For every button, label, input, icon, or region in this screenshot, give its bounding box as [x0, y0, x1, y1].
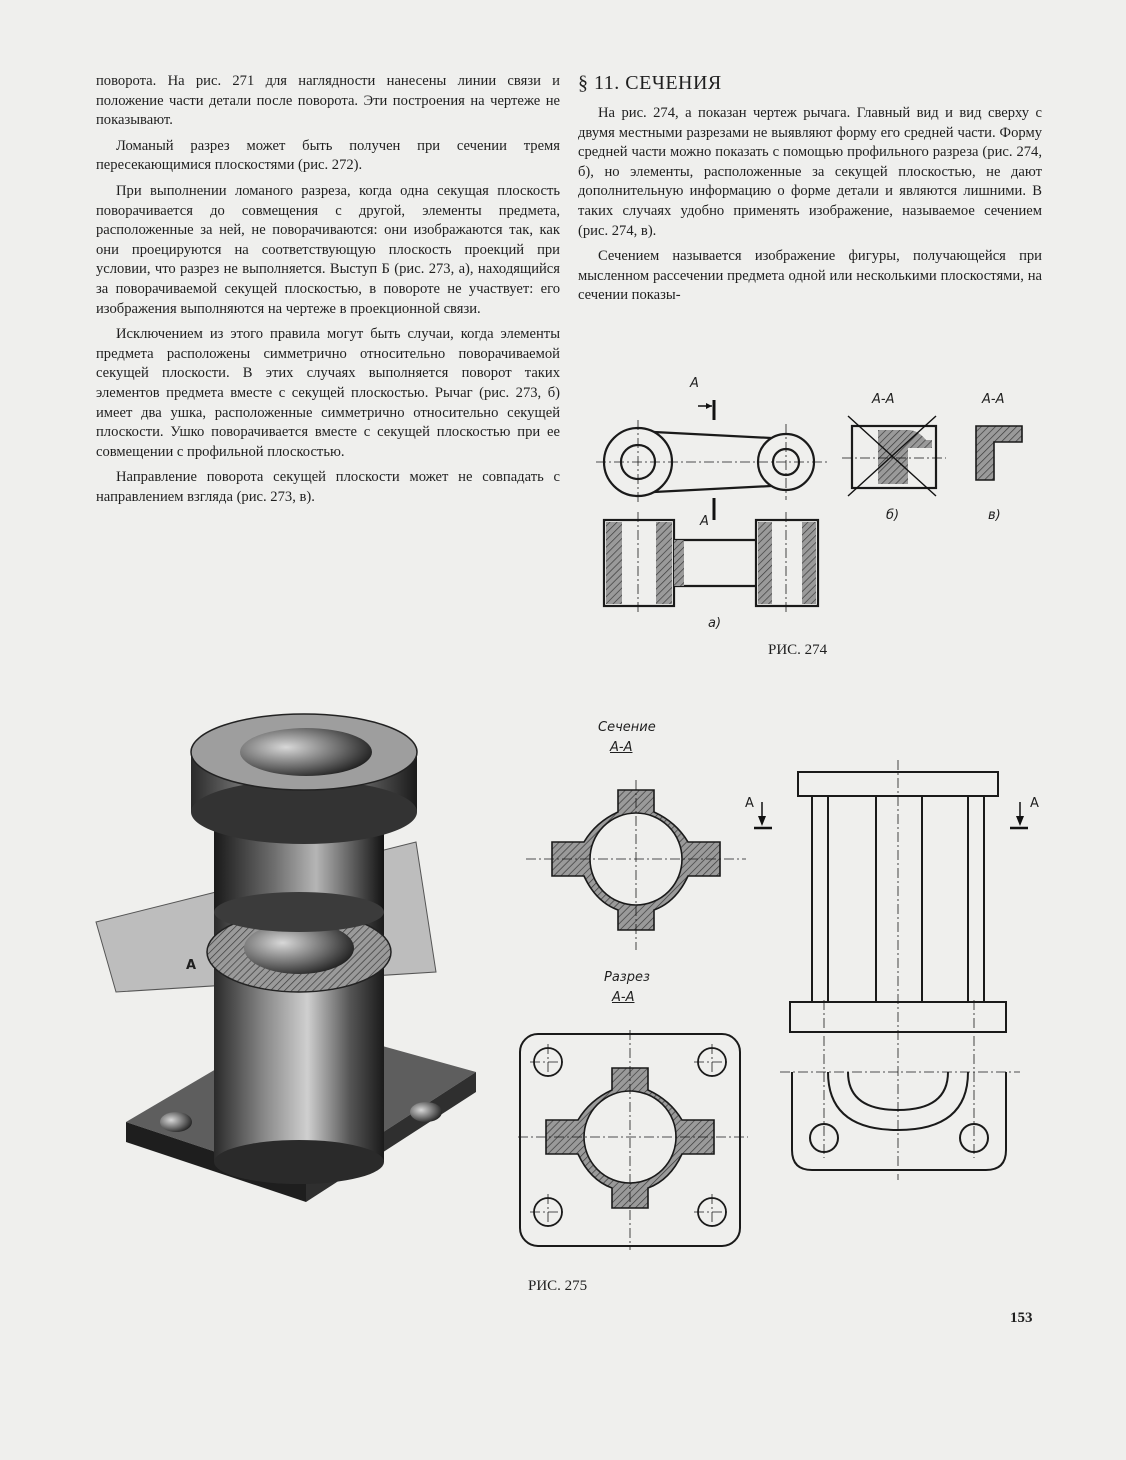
figure-275-cut — [518, 1030, 748, 1250]
paragraph: Сечением называется изображение фигуры, получающейся при мысленном рассечении предмета одной или несколькими плоскостями, на сечении показы- — [578, 248, 1042, 304]
arrow-label: А — [745, 796, 754, 811]
left-text-column — [96, 72, 560, 513]
section-heading: § 11. СЕЧЕНИЯ — [578, 72, 722, 94]
section-label: А-А — [610, 740, 633, 755]
right-text-column — [578, 70, 1042, 312]
section-title: Сечение — [598, 720, 656, 735]
figure-275-section — [526, 780, 746, 980]
paragraph: поворота. На рис. 271 для наглядности нанесены линии связи и положение части детали после поворота. Эти построения на чертеже не показывают. — [96, 73, 560, 129]
figure-274-drawing — [596, 380, 1036, 630]
paragraph: На рис. 274, а показан чертеж рычага. Главный вид и вид сверху с двумя местными разрезами не выявляют форму его средней части. Форму средней части можно показать с помощью профильного разреза (рис. 274, б), но элементы, расположенные за секущей плоскостью, не дают дополнительную информацию о форме детали и являются лишними. В таких случаях удобно применять изображение, называемое сечением (рис. 274, в). — [578, 105, 1042, 239]
paragraph: Исключением из этого правила могут быть случаи, когда элементы предмета расположены симметрично относительно поворачиваемой секущей плоскости. В этих случаях выполняется поворот таких элементов предмета вместе с секущей плоскостью. Рычаг (рис. 273, б) имеет два ушка, расположенные симметрично относительно секущей плоскости. Ушко поворачивается вместе с секущей плоскостью при ее совмещении с профильной плоскостью. — [96, 326, 560, 460]
figure-caption: РИС. 275 — [528, 1278, 588, 1294]
subfigure-label: б) — [886, 508, 900, 523]
paragraph: Ломаный разрез может быть получен при сечении тремя пересекающимися плоскостями (рис. 272). — [96, 137, 560, 174]
subfigure-label: а) — [708, 616, 722, 631]
cut-label: А — [186, 958, 197, 973]
arrow-label: А — [1030, 796, 1039, 811]
figure-275-isometric — [96, 712, 506, 1212]
cut-label: А — [700, 514, 709, 529]
section-label: А-А — [612, 990, 635, 1005]
cut-title: Разрез — [604, 970, 650, 985]
figure-275-orthographic — [740, 760, 1040, 1190]
page-number: 153 — [1010, 1310, 1033, 1326]
paragraph: При выполнении ломаного разреза, когда одна секущая плоскость поворачивается до совмещения с другой, элементы предмета, расположенные за ней, не поворачиваются: они изображаются так, как они проецируются на соответствующую плоскость проекций при условии, что разрез не выполняется. Выступ Б (рис. 273, а), находящийся за поворачиваемой секущей плоскостью, в повороте не участвует: его изображения выполняются на чертеже в проекционной связи. — [96, 182, 560, 317]
subfigure-label: в) — [988, 508, 1001, 523]
figure-caption: РИС. 274 — [768, 642, 828, 658]
cut-label: А — [690, 376, 699, 391]
section-label: А-А — [872, 392, 895, 407]
paragraph: Направление поворота секущей плоскости может не совпадать с направлением взгляда (рис. 273, в). — [96, 469, 560, 505]
section-label: А-А — [982, 392, 1005, 407]
